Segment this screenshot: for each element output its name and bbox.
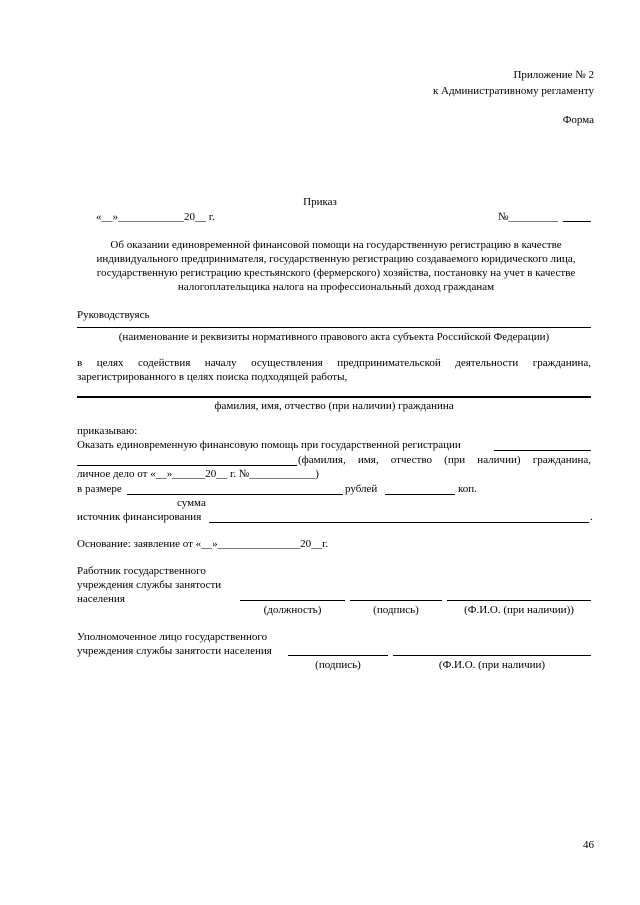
appendix-number: Приложение № 2 (513, 69, 594, 81)
position-caption: (должность) (263, 604, 322, 616)
provide-line: Оказать единовременную финансовую помощь при государственной регистрации (77, 439, 461, 451)
fio-caption: (Ф.И.О. (при наличии)) (464, 604, 574, 616)
personal-file-line: личное дело от «__»______20__ г. №____________) (77, 468, 319, 480)
amount-field (127, 494, 343, 495)
employee-label-2: учреждения службы занятости (77, 579, 222, 591)
position-field (240, 600, 345, 601)
subject-line-4: налогоплательщика налога на профессиональный доход гражданам (177, 281, 495, 293)
signature-caption-2: (подпись) (315, 659, 361, 671)
legal-act-field (77, 327, 591, 328)
subject-line-3: государственную регистрацию крестьянского (фермерского) хозяйства, постановку на учет в качестве (96, 267, 576, 279)
page-number: 46 (583, 839, 594, 851)
fio-caption-inline: (фамилия, имя, отчество (при наличии) гражданина, (298, 454, 591, 466)
provide-blank (494, 450, 591, 451)
funding-source-period: . (590, 511, 593, 523)
purpose-line-2: зарегистрированного в целях поиска подходящей работы, (77, 371, 348, 383)
fio-field-2 (393, 655, 591, 656)
subject-line-2: индивидуального предпринимателя, государственную регистрацию создаваемого юридического лица, (96, 253, 576, 265)
regulation-reference: к Административному регламенту (432, 85, 594, 97)
signature-field (350, 600, 442, 601)
employee-label-1: Работник государственного (77, 565, 206, 577)
signature-caption: (подпись) (373, 604, 419, 616)
fio-field (447, 600, 591, 601)
order-word: приказываю: (77, 425, 138, 437)
amount-caption: сумма (177, 497, 206, 509)
amount-prefix: в размере (77, 483, 122, 495)
citizen-name-field (77, 396, 591, 398)
authorized-label-2: учреждения службы занятости населения (77, 645, 272, 657)
legal-act-caption: (наименование и реквизиты нормативного правового акта субъекта Российской Федерации) (118, 331, 550, 343)
order-number-underline (563, 221, 591, 222)
fio-caption-2: (Ф.И.О. (при наличии) (438, 659, 546, 671)
guided-by-label: Руководствуясь (77, 309, 150, 321)
order-number: №_________ (498, 211, 558, 223)
subject-line-1: Об оказании единовременной финансовой помощи на государственную регистрацию в качестве (110, 239, 562, 251)
citizen-name-caption: фамилия, имя, отчество (при наличии) гражданина (214, 400, 454, 412)
order-title: Приказ (303, 196, 337, 208)
employee-label-3: населения (77, 593, 125, 605)
authorized-label-1: Уполномоченное лицо государственного (77, 631, 268, 643)
fio-blank (77, 465, 297, 466)
funding-source-label: источник финансирования (77, 511, 202, 523)
form-label: Форма (562, 114, 594, 126)
basis-line: Основание: заявление от «__»_______________20__г. (77, 538, 329, 550)
rubles-label: рублей (345, 483, 378, 495)
kopecks-field (385, 494, 455, 495)
order-date: «__»____________20__ г. (96, 211, 215, 223)
funding-source-field (209, 522, 589, 523)
signature-field-2 (288, 655, 388, 656)
kopecks-label: коп. (458, 483, 477, 495)
purpose-line-1: в целях содействия началу осуществления предпринимательской деятельности гражданина, (77, 357, 591, 369)
